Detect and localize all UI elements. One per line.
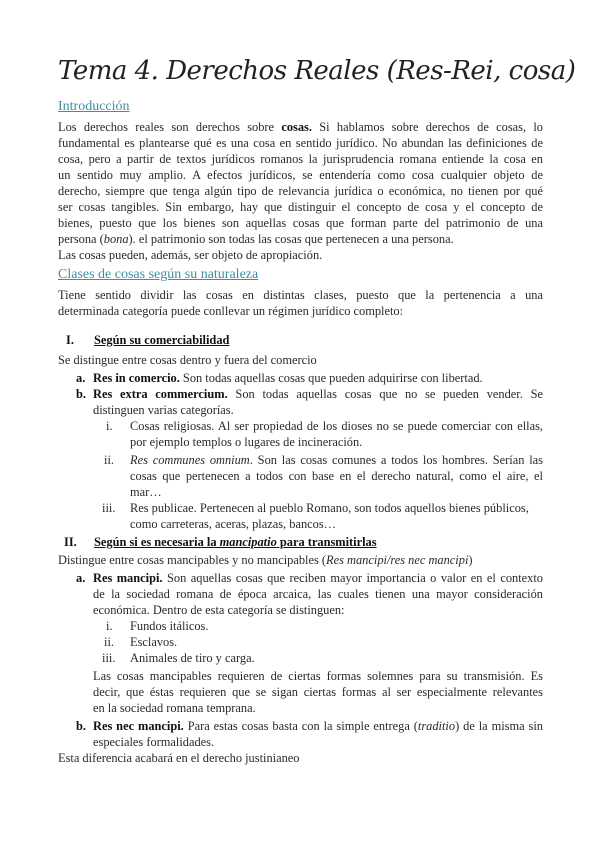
section-2-b-label: b. bbox=[76, 719, 86, 733]
intro-line-1: Los derechos reales son derechos sobre cosas. Si hablamos sobre derechos de cosas, lo bbox=[58, 120, 543, 134]
section-2-b-line-2: especiales formalidades. bbox=[93, 735, 215, 749]
section-1-number: I. bbox=[66, 333, 74, 347]
section-1-intro: Se distingue entre cosas dentro y fuera del comercio bbox=[58, 353, 317, 367]
section-2-a-line-1: Res mancipi. Son aquellas cosas que reciben mayor importancia o valor en el contexto bbox=[93, 571, 543, 585]
intro-line-7: bienes, puesto que los bienes son aquellas cosas que forman parte del patrimonio de una bbox=[58, 216, 543, 230]
section-1-b-i-num: i. bbox=[106, 419, 113, 433]
intro-line-5: derecho, siempre que tenga algún tipo de relevancia jurídica o económica, no tienen por qué bbox=[58, 184, 543, 198]
section-1-b-iii-line-1: Res publicae. Pertenecen al pueblo Romano, son todos aquellos bienes públicos, bbox=[130, 501, 529, 515]
section-1-b-line-2: distinguen varias categorías. bbox=[93, 403, 234, 417]
section-2-a-ii-text: Esclavos. bbox=[130, 635, 178, 649]
closing-line: Esta diferencia acabará en el derecho justinianeo bbox=[58, 751, 300, 765]
section-1-b-i-line-1: Cosas religiosas. Al ser propiedad de los dioses no se puede comerciar con ellas, bbox=[130, 419, 543, 433]
heading-introduccion: Introducción bbox=[58, 99, 130, 114]
section-1-b-iii-line-2: como carreteras, aceras, plazas, bancos… bbox=[130, 517, 337, 531]
section-1-b-label: b. bbox=[76, 387, 86, 401]
section-2-a-after-3: en la sociedad romana temprana. bbox=[93, 701, 256, 715]
page-title: Tema 4. Derechos Reales (Res-Rei, cosa) bbox=[58, 56, 576, 86]
section-1-a-label: a. bbox=[76, 371, 86, 385]
section-1-b-i-line-2: por ejemplo templos o lugares de incineración. bbox=[130, 435, 363, 449]
heading-clases: Clases de cosas según su naturaleza bbox=[58, 267, 259, 282]
intro-extra: Las cosas pueden, además, ser objeto de apropiación. bbox=[58, 248, 323, 262]
section-1-b-ii-line-3: mar… bbox=[130, 485, 162, 499]
intro-line-6: ser cosas tangibles. Sin embargo, hay que distinguir el concepto de cosa y el concepto de bbox=[58, 200, 543, 214]
section-1-b-ii-line-2: cosas que pertenecen a todos con base en el derecho natural, como el aire, el bbox=[130, 469, 543, 483]
section-2-a-line-2: de la sociedad romana de época arcaica, las cuales tienen una mayor consideración bbox=[93, 587, 543, 601]
section-1-heading: Según su comerciabilidad bbox=[94, 333, 230, 347]
section-1-a-text: Res in comercio. Son todas aquellas cosas que pueden adquirirse con libertad. bbox=[93, 371, 483, 385]
section-1-b-ii-line-1: Res communes omnium. Son las cosas comunes a todos los hombres. Serían las bbox=[130, 453, 543, 467]
intro-line-4: un sentido muy amplio. A efectos jurídicos, se entendería como cosa cualquier objeto de bbox=[58, 168, 543, 182]
section-2-heading: Según si es necesaria la mancipatio para transmitirlas bbox=[94, 535, 377, 549]
section-2-a-label: a. bbox=[76, 571, 86, 585]
section-2-a-line-3: económica. Dentro de esta categoría se distinguen: bbox=[93, 603, 345, 617]
section-1-b-ii-num: ii. bbox=[104, 453, 114, 467]
section-1-b-line-1: Res extra commercium. Son todas aquellas cosas que no se pueden vender. Se bbox=[93, 387, 543, 401]
section-2-a-iii-num: iii. bbox=[102, 651, 116, 665]
section-2-a-after-1: Las cosas mancipables requieren de ciertas formas solemnes para su transmisión. Es bbox=[93, 669, 543, 683]
section-2-b-line-1: Res nec mancipi. Para estas cosas basta con la simple entrega (traditio) de la misma sin bbox=[93, 719, 543, 733]
intro-line-2: fundamental es plantearse qué es una cosa en sentido jurídico. No abundan las definiciones de bbox=[58, 136, 543, 150]
intro-line-8: persona (bona). el patrimonio son todas las cosas que pertenecen a una persona. bbox=[58, 232, 454, 246]
section-1-b-iii-num: iii. bbox=[102, 501, 116, 515]
section-2-a-iii-text: Animales de tiro y carga. bbox=[130, 651, 255, 665]
section-2-number: II. bbox=[64, 535, 77, 549]
section-2-a-after-2: decir, que éstas requieren que se sigan ciertas formas al ser especialmente relevantes bbox=[93, 685, 543, 699]
intro-line-3: cosa, pero a partir de textos jurídicos romanos la jurisprudencia romana entiende la cosa en bbox=[58, 152, 543, 166]
section-2-intro: Distingue entre cosas mancipables y no mancipables (Res mancipi/res nec mancipi) bbox=[58, 553, 473, 567]
clases-line-1: Tiene sentido dividir las cosas en distintas clases, puesto que la pertenencia a una bbox=[58, 288, 543, 302]
section-2-a-i-num: i. bbox=[106, 619, 113, 633]
section-2-a-i-text: Fundos itálicos. bbox=[130, 619, 209, 633]
clases-line-2: determinada categoría puede conllevar un régimen jurídico completo: bbox=[58, 304, 404, 318]
section-2-a-ii-num: ii. bbox=[104, 635, 114, 649]
